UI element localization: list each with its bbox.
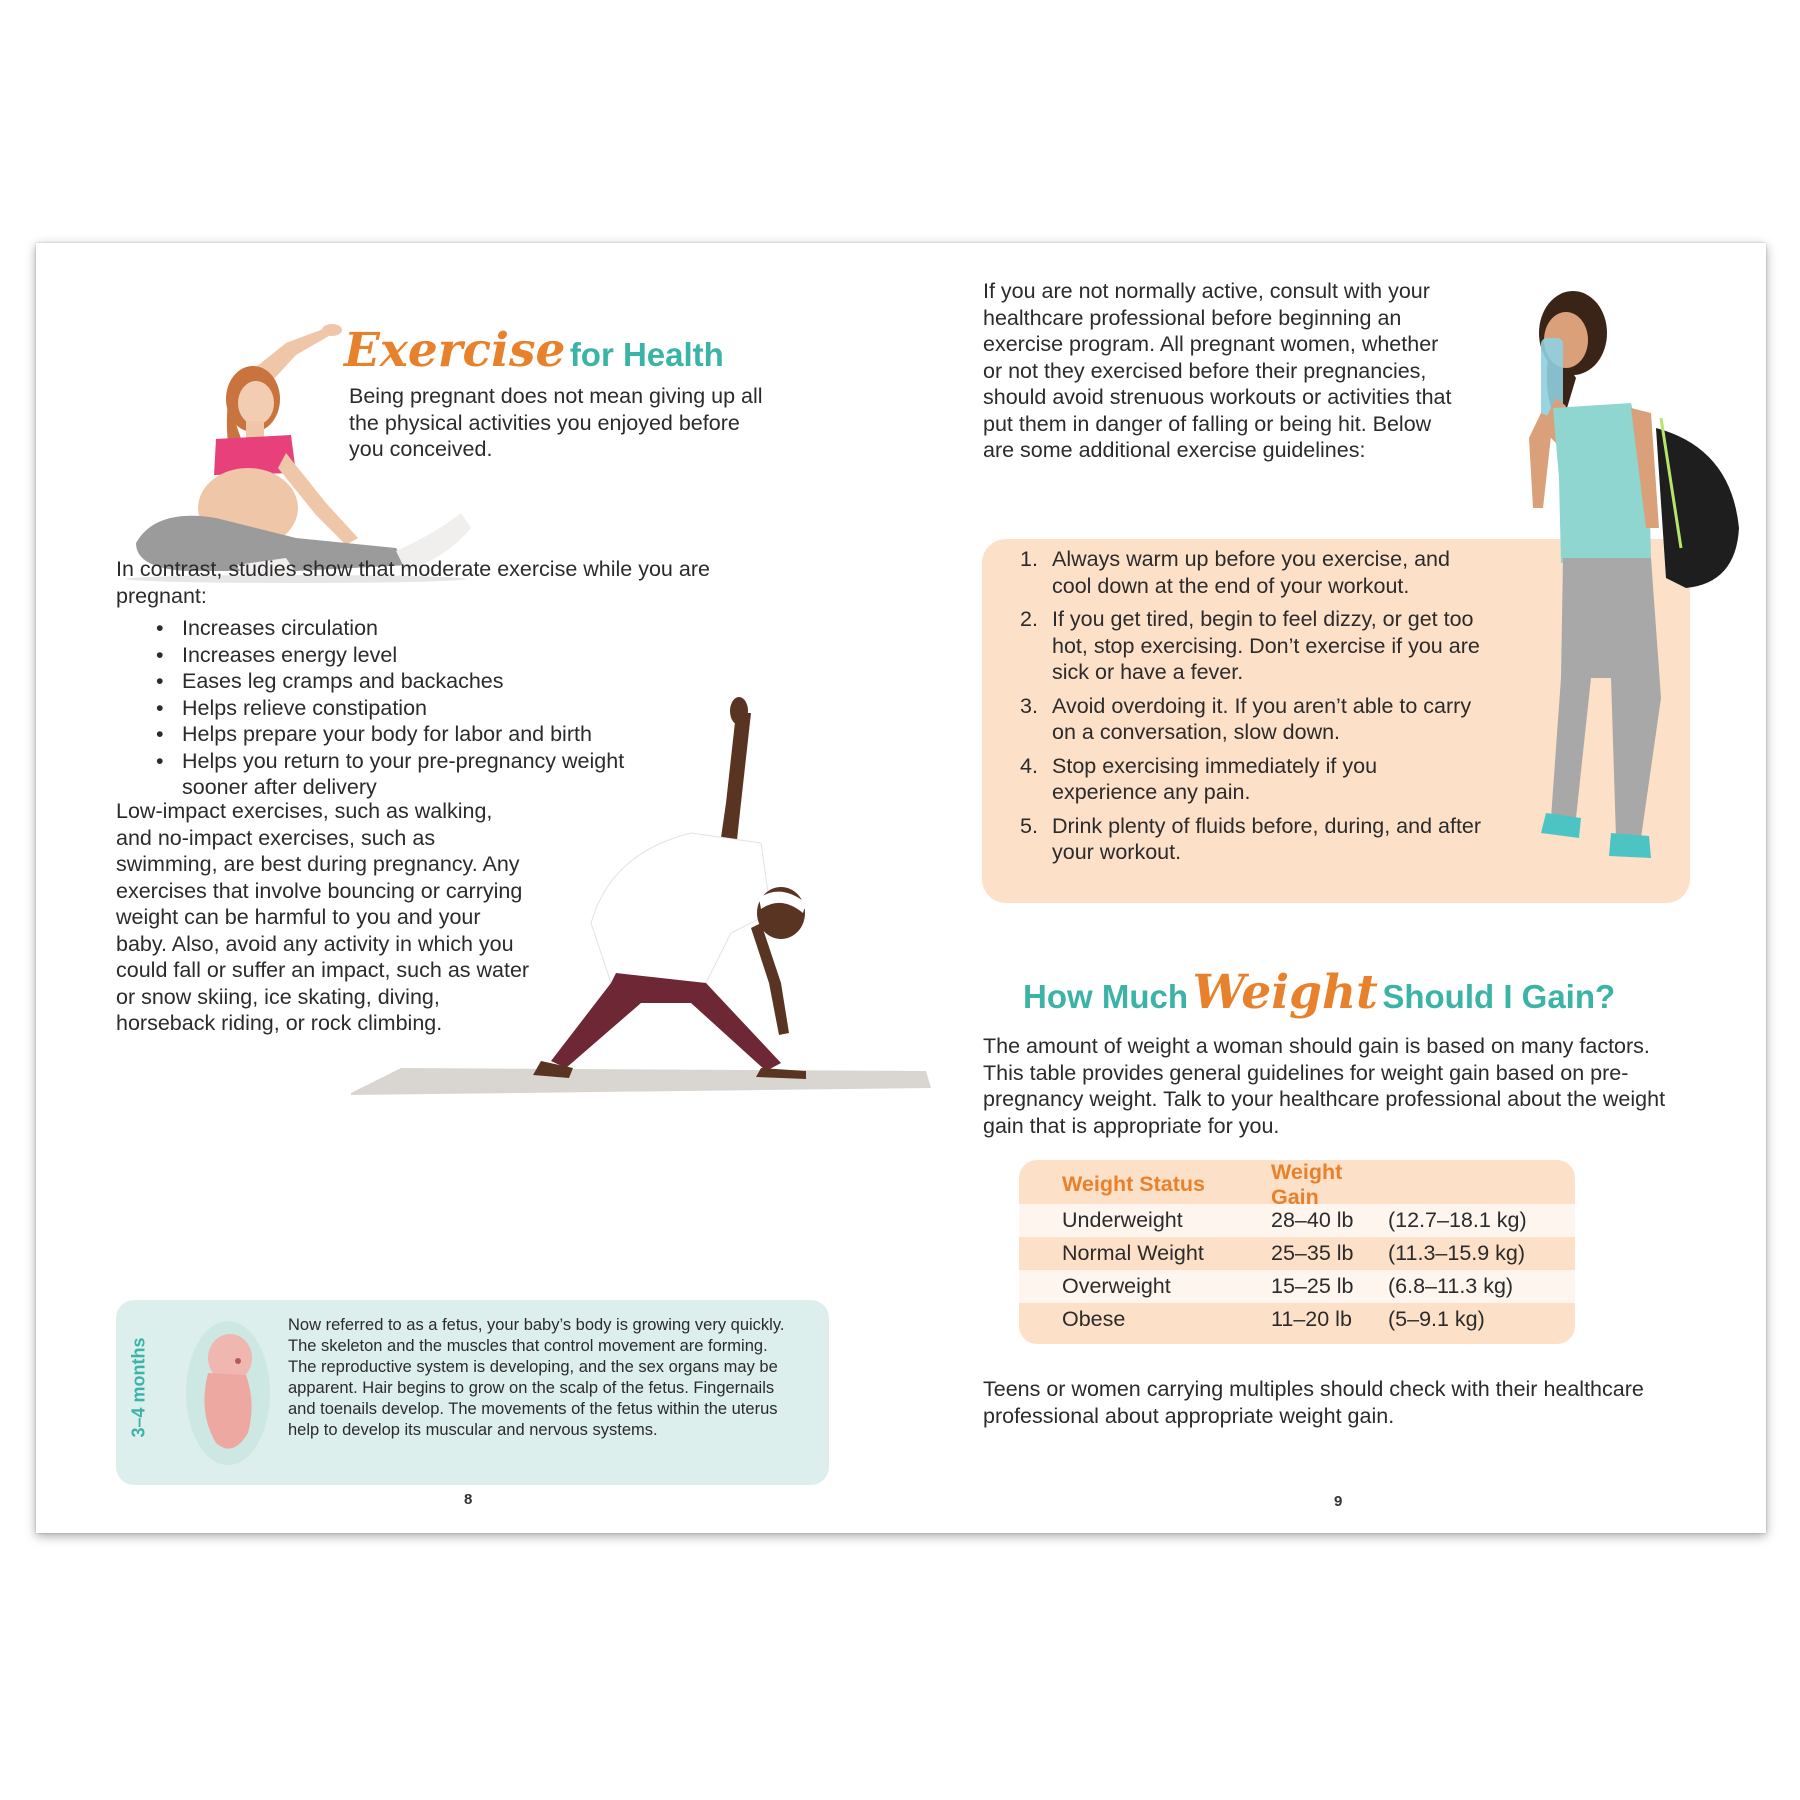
booklet-spread <box>36 243 1766 1533</box>
list-item: 4. Stop exercising immediately if you experience any pain. <box>1020 753 1378 804</box>
weight-title <box>1023 965 1615 1020</box>
weight-title-pre: How Much <box>1023 978 1188 1015</box>
fetus-side-label: 3–4 months <box>128 1337 149 1438</box>
list-item: 1. Always warm up before you exercise, and cool down at the end of your workout. <box>1020 547 1450 598</box>
exercise-title-rest: for Health <box>569 336 724 373</box>
list-item: • Helps relieve constipation <box>154 695 674 722</box>
list-item: • Eases leg cramps and backaches <box>154 668 674 695</box>
table-row: Obese 11–20 lb (5–9.1 kg) <box>1062 1307 1485 1331</box>
list-item: • Increases energy level <box>154 642 674 669</box>
consult-paragraph: If you are not normally active, consult with your healthcare professional before beginning an exercise program. All pregnant women, whether or not they exercised before their pregnancies, should avoid strenuous workouts or activities that put them in danger of falling or being hit. Below are some additional exercise guidelines: <box>983 279 1452 462</box>
list-item: • Helps you return to your pre-pregnancy weight sooner after delivery <box>154 748 674 801</box>
page-number-left: 8 <box>464 1491 473 1508</box>
exercise-title-script: Exercise <box>344 323 566 378</box>
table-header <box>1019 1160 1575 1209</box>
fetus-side-label-wrap <box>124 1313 154 1471</box>
list-item: • Helps prepare your body for labor and birth <box>154 721 674 748</box>
fetus-text: Now referred to as a fetus, your baby’s body is growing very quickly. The skeleton and the muscles that control movement are forming. The reproductive system is developing, and the sex organs may be apparent. Hair begins to grow on the scalp of the fetus. Fingernails and toenails develop. The movements of the fetus within the uterus help to develop its muscular and nervous systems. <box>288 1316 785 1439</box>
table-row: Normal Weight 25–35 lb (11.3–15.9 kg) <box>1062 1241 1526 1265</box>
contrast-paragraph: In contrast, studies show that moderate exercise while you are pregnant: <box>116 557 710 608</box>
page-number-right: 9 <box>1334 1493 1343 1510</box>
list-item: 3. Avoid overdoing it. If you aren’t able to carry on a conversation, slow down. <box>1020 693 1472 744</box>
yoga-pose-photo <box>311 683 941 1113</box>
low-impact-paragraph: Low-impact exercises, such as walking, and no-impact exercises, such as swimming, are best during pregnancy. Any exercises that involve bouncing or carrying weight can be harmful to you and your baby. Also, avoid any activity in which you could fall or suffer an impact, such as water or snow skiing, ice skating, diving, horseback riding, or rock climbing. <box>116 799 530 1035</box>
list-item: 5. Drink plenty of fluids before, during, and after your workout. <box>1020 813 1482 864</box>
table-row: Overweight 15–25 lb (6.8–11.3 kg) <box>1019 1270 1575 1303</box>
fetus-illustration <box>178 1313 278 1473</box>
header-weight-gain: Weight Gain <box>1271 1160 1343 1209</box>
weight-title-post: Should I Gain? <box>1382 978 1616 1015</box>
table-row: Underweight 28–40 lb (12.7–18.1 kg) <box>1019 1204 1575 1237</box>
weight-title-script: Weight <box>1192 965 1378 1020</box>
weight-intro: The amount of weight a woman should gain is based on many factors. This table provides general guidelines for weight gain based on pre-pregnancy weight. Talk to your healthcare professional about the weight gain that is appropriate for you. <box>983 1034 1666 1138</box>
list-item: 2. If you get tired, begin to feel dizzy, or get too hot, stop exercising. Don’t exercise if you are sick or have a fever. <box>1020 607 1480 684</box>
exercise-title <box>344 323 724 378</box>
exercise-intro: Being pregnant does not mean giving up all the physical activities you enjoyed before you conceived. <box>349 384 763 461</box>
walking-woman-photo <box>1481 278 1781 883</box>
header-weight-status: Weight Status <box>1062 1172 1205 1196</box>
weight-gain-table <box>1019 1160 1575 1344</box>
guidelines-list <box>982 546 1482 873</box>
teens-note: Teens or women carrying multiples should check with their healthcare professional about appropriate weight gain. <box>983 1377 1644 1428</box>
list-item: • Increases circulation <box>154 615 674 642</box>
